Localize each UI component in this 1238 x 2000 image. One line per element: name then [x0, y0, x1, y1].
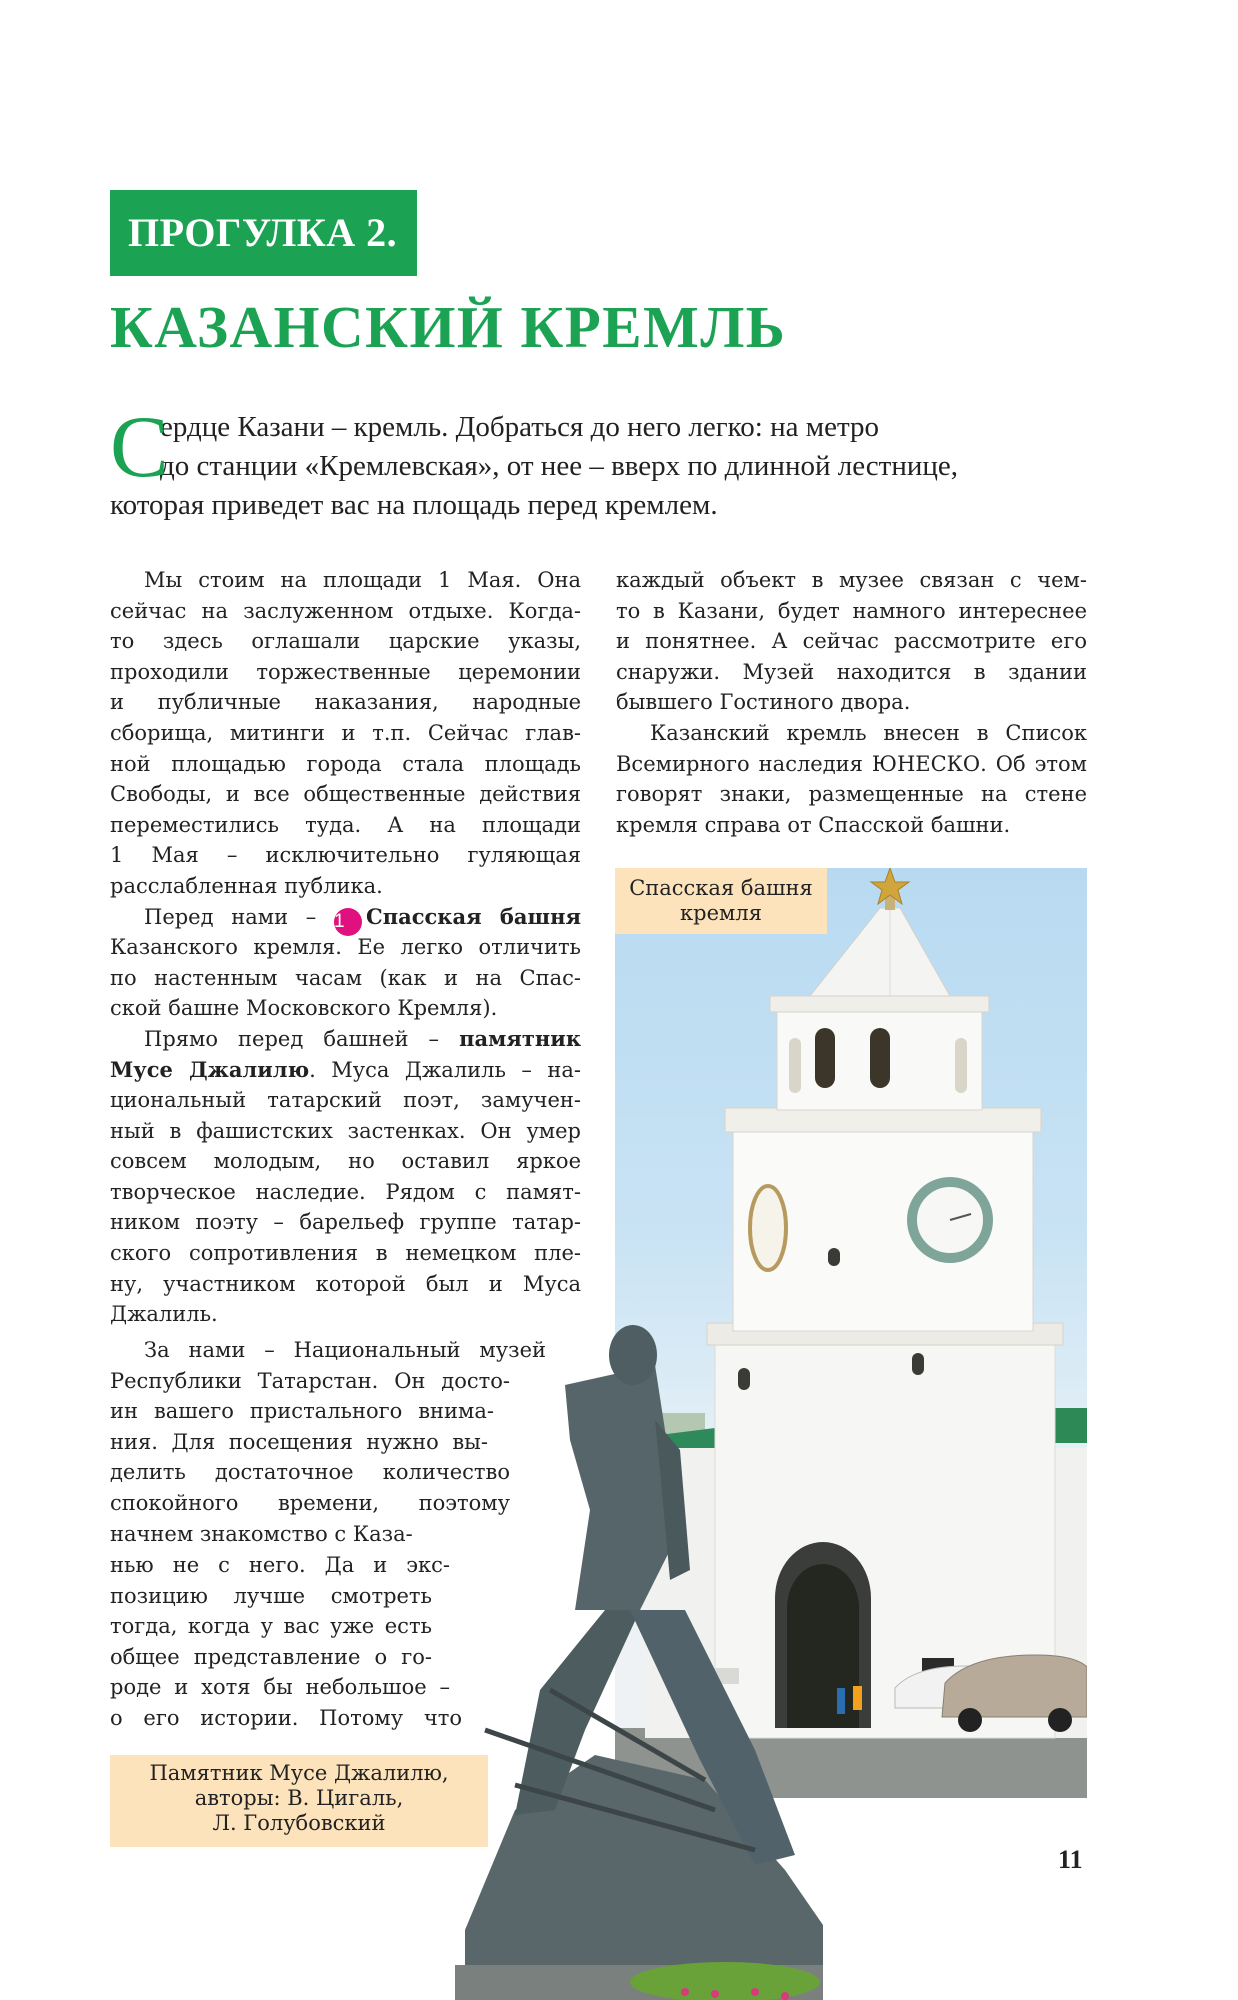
caption-line: Спасская башня — [629, 876, 813, 900]
belfry-cornice — [770, 996, 989, 1012]
text-line: то здесь оглашали царские указы, — [110, 629, 581, 654]
octagon-cornice — [725, 1108, 1041, 1132]
text-line — [110, 1024, 581, 1055]
right-column — [616, 565, 1087, 840]
text-line: и публичные наказания, народные — [110, 690, 581, 715]
bell-opening-side — [955, 1038, 967, 1093]
text-line: ником поэту – барельеф группе татар- — [110, 1210, 581, 1235]
text-fragment: . Муса Джалиль – на- — [309, 1057, 581, 1082]
text-line: творческое наследие. Рядом с памят- — [110, 1179, 581, 1204]
text-line: начнем знакомство с Каза- — [110, 1521, 413, 1546]
car-wheel — [958, 1708, 982, 1732]
text-line: 1 Мая – исключительно гуляющая — [110, 843, 581, 868]
text-line: говорят знаки, размещенные на стене — [616, 782, 1087, 807]
text-line: нью не с него. Да и экс- — [110, 1553, 450, 1577]
text-line: циональный татарский поэт, замучен- — [110, 1088, 581, 1113]
text-line: спокойного времени, поэтому — [110, 1490, 510, 1515]
text-line: ния. Для посещения нужно вы- — [110, 1429, 488, 1454]
lead-line: ердце Казани – кремль. Добраться до него легко: на метро — [160, 411, 879, 443]
text-line: общее представление о го- — [110, 1644, 432, 1669]
text-fragment: Прямо перед башней – — [144, 1026, 440, 1051]
text-line: ну, участником которой был и Муса — [110, 1271, 581, 1296]
caption-line: Л. Голубовский — [212, 1811, 386, 1835]
car-wheel — [1048, 1708, 1072, 1732]
text-line: ской башне Московского Кремля). — [110, 996, 498, 1021]
text-line: совсем молодым, но оставил яркое — [110, 1149, 581, 1174]
text-line: то в Казани, будет намного интереснее — [616, 598, 1087, 623]
text-line: и понятнее. А сейчас рассмотрите его — [616, 629, 1087, 654]
text-line: ин вашего пристального внима- — [110, 1399, 494, 1424]
text-line: Свободы, и все общественные действия — [110, 782, 581, 807]
text-line: снаружи. Музей находится в здании — [616, 659, 1087, 684]
text-line: позицию лучше смотреть — [110, 1583, 432, 1608]
text-line — [110, 1055, 581, 1086]
text-line: Казанский кремль внесен в Список — [650, 720, 1087, 745]
drop-cap: С — [110, 399, 169, 496]
statue-caption — [110, 1755, 488, 1847]
musa-jalil-statue — [455, 1310, 835, 2000]
text-line: сейчас на заслуженном отдыхе. Когда- — [110, 598, 581, 623]
lead-line: до станции «Кремлевская», от нее – вверх по длинной лестнице, — [160, 450, 959, 482]
text-line: ный в фашистских застенках. Он умер — [110, 1118, 581, 1143]
caption-line: Памятник Мусе Джалилю, — [149, 1761, 449, 1785]
text-line — [110, 902, 581, 933]
tower-caption — [615, 868, 827, 934]
bell-opening — [870, 1028, 890, 1088]
text-line: тогда, когда у вас уже есть — [110, 1614, 432, 1639]
text-line: делить достаточное количество — [110, 1460, 510, 1485]
page-number: 11 — [1058, 1845, 1083, 1874]
flower — [781, 1992, 789, 2000]
bell-opening — [815, 1028, 835, 1088]
page-title: КАЗАНСКИЙ КРЕМЛЬ — [110, 294, 787, 360]
window — [912, 1353, 924, 1375]
text-line: проходили торжественные церемонии — [110, 659, 581, 684]
text-line: по настенным часам (как и на Спас- — [110, 965, 581, 990]
person — [853, 1686, 862, 1710]
text-line: За нами – Национальный музей — [144, 1338, 546, 1362]
lead-line: которая приведет вас на площадь перед кремлем. — [110, 489, 718, 521]
text-line: сборища, митинги и т.п. Сейчас глав- — [110, 720, 581, 745]
text-line: переместились туда. А на площади — [110, 812, 581, 837]
text-line: каждый объект в музее связан с чем- — [616, 568, 1087, 592]
text-line: роде и хотя бы небольшое – — [110, 1675, 450, 1700]
map-marker-badge: 1 — [334, 908, 362, 936]
bell-opening-side — [789, 1038, 801, 1093]
text-line: о его истории. Потому что — [110, 1705, 462, 1730]
text-fragment: Перед нами – — [144, 904, 317, 929]
tent-spire — [810, 908, 950, 996]
statue-torso — [565, 1365, 675, 1610]
caption-line: кремля — [680, 901, 762, 925]
flower — [711, 1990, 719, 1998]
flower — [751, 1988, 759, 1996]
text-line: ского сопротивления в немецком пле- — [110, 1241, 581, 1266]
text-line: Мы стоим на площади 1 Мая. Она — [144, 568, 581, 592]
clock-left — [750, 1186, 786, 1270]
window — [828, 1248, 840, 1266]
text-line: Всемирного наследия ЮНЕСКО. Об этом — [616, 751, 1087, 776]
lead-paragraph — [110, 399, 1070, 525]
person — [837, 1688, 845, 1714]
text-line: расслабленная публика. — [110, 873, 383, 898]
text-line: ной площадью города стала площадь — [110, 751, 581, 776]
caption-line: авторы: В. Цигаль, — [194, 1786, 404, 1810]
text-line: Казанского кремля. Ее легко отличить — [110, 935, 581, 960]
text-line: Джалиль. — [110, 1302, 218, 1327]
left-column — [110, 565, 581, 1330]
bold-term: памятник — [459, 1025, 581, 1051]
left-column-wrap-bottom — [110, 1550, 466, 1734]
text-line: кремля справа от Спасской башни. — [616, 812, 1011, 837]
text-line: бывшего Гостиного двора. — [616, 690, 911, 715]
bold-term: Спасская башня — [366, 903, 581, 929]
walk-badge: ПРОГУЛКА 2. — [110, 190, 417, 276]
bold-term: Мусе Джалилю — [110, 1056, 310, 1082]
flower — [681, 1988, 689, 1996]
statue-head — [609, 1325, 657, 1385]
text-line: Республики Татарстан. Он досто- — [110, 1368, 510, 1393]
